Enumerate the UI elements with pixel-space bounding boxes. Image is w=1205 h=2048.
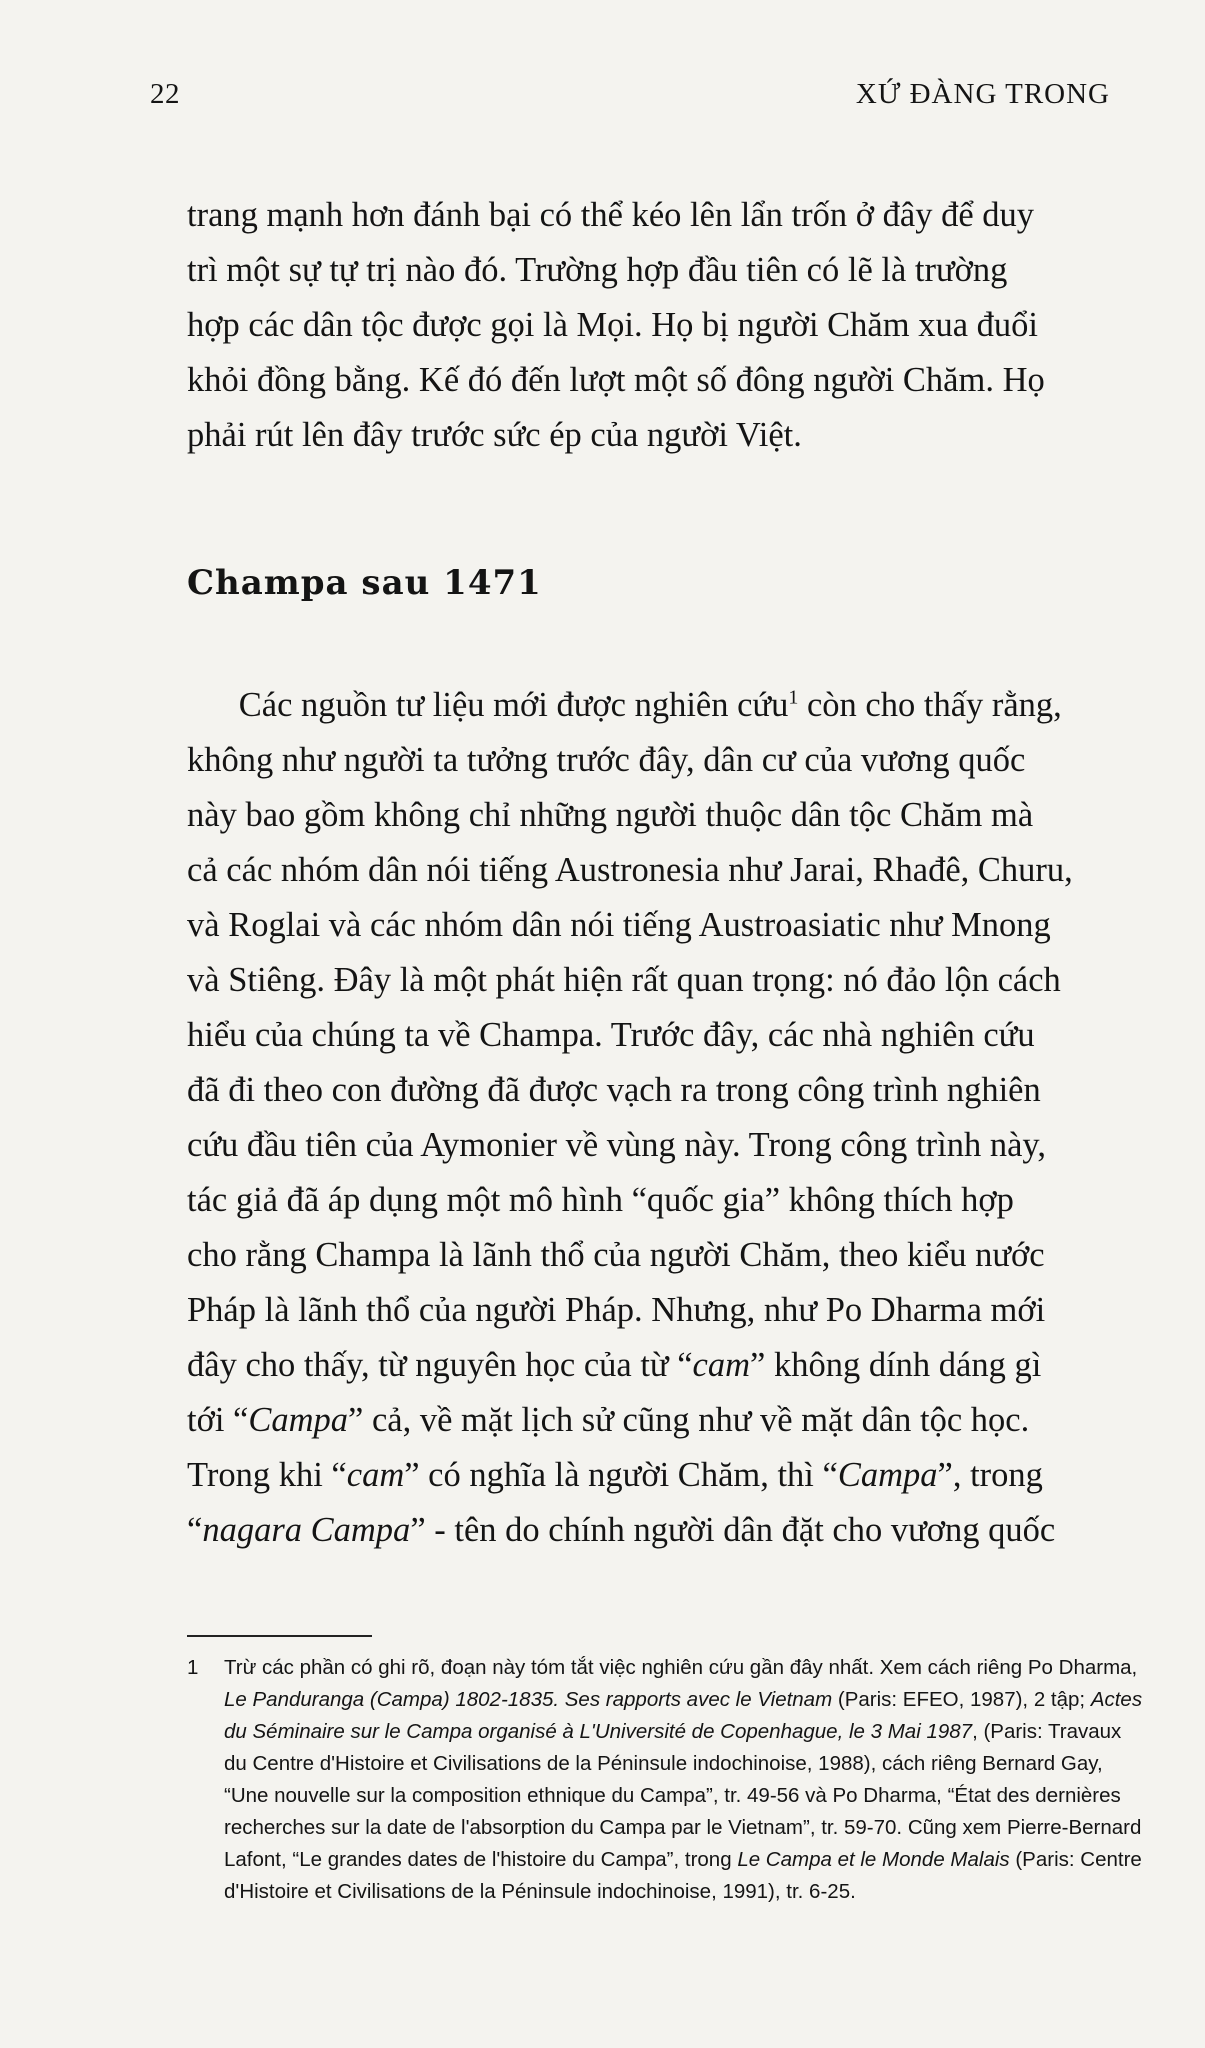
running-title: XỨ ĐÀNG TRONG xyxy=(855,78,1110,110)
paragraph-intro xyxy=(187,188,1122,463)
line-text: (Paris: EFEO, 1987), 2 tập; xyxy=(832,1688,1091,1711)
running-header xyxy=(150,78,1110,118)
text-line xyxy=(187,1393,1122,1448)
line-text: ” có nghĩa là người Chăm, thì “ xyxy=(404,1456,838,1494)
footnote-line xyxy=(224,1716,1132,1748)
footnote-text xyxy=(224,1652,1143,1908)
text-line xyxy=(187,1338,1122,1393)
footnote-line: d'Histoire et Civilisations de la Péninsule indochinoise, 1991), tr. 6-25. xyxy=(224,1880,856,1903)
text-line: Pháp là lãnh thổ của người Pháp. Nhưng, như Po Dharma mới xyxy=(187,1291,1046,1329)
italic-term: cam xyxy=(692,1346,751,1384)
line-text: ” không dính dáng gì xyxy=(750,1346,1042,1384)
text-line xyxy=(187,1448,1122,1503)
line-text: Các nguồn tư liệu mới được nghiên cứu xyxy=(238,686,789,724)
line-text: ” cả, về mặt lịch sử cũng như về mặt dân tộc học. xyxy=(348,1401,1030,1439)
text-line: tác giả đã áp dụng một mô hình “quốc gia” không thích hợp xyxy=(187,1181,1014,1219)
text-line xyxy=(187,678,1122,733)
line-text: ” - tên do chính người dân đặt cho vương quốc xyxy=(410,1511,1056,1549)
line-text: tới “ xyxy=(187,1401,249,1439)
text-line: này bao gồm không chỉ những người thuộc dân tộc Chăm mà xyxy=(187,796,1034,834)
text-line: phải rút lên đây trước sức ép của người Việt. xyxy=(187,416,802,454)
line-text: đây cho thấy, từ nguyên học của từ “ xyxy=(187,1346,693,1384)
italic-term: nagara Campa xyxy=(202,1511,411,1549)
footnote-line: du Centre d'Histoire et Civilisations de la Péninsule indochinoise, 1988), cách riêng Bernard Gay, xyxy=(224,1752,1103,1775)
footnote-line: “Une nouvelle sur la composition ethnique du Campa”, tr. 49-56 và Po Dharma, “État des dernières xyxy=(224,1784,1121,1807)
text-line: trì một sự tự trị nào đó. Trường hợp đầu tiên có lẽ là trường xyxy=(187,251,1008,289)
footnote-line: Trừ các phần có ghi rõ, đoạn này tóm tắt việc nghiên cứu gần đây nhất. Xem cách riêng Po Dharma, xyxy=(224,1656,1138,1679)
section-heading: Champa sau 1471 xyxy=(187,563,542,603)
italic-title: Le Campa et le Monde Malais xyxy=(737,1848,1010,1871)
italic-title: Actes xyxy=(1090,1688,1143,1711)
text-line: hợp các dân tộc được gọi là Mọi. Họ bị người Chăm xua đuổi xyxy=(187,306,1038,344)
paragraph-champa xyxy=(187,678,1122,1558)
page-number: 22 xyxy=(150,78,180,110)
text-line: hiểu của chúng ta về Champa. Trước đây, các nhà nghiên cứu xyxy=(187,1016,1035,1054)
text-line: và Roglai và các nhóm dân nói tiếng Austroasiatic như Mnong xyxy=(187,906,1051,944)
footnote-line xyxy=(224,1844,1142,1876)
text-line: khỏi đồng bằng. Kế đó đến lượt một số đông người Chăm. Họ xyxy=(187,361,1045,399)
italic-title: Le Panduranga (Campa) 1802-1835. Ses rapports avec le Vietnam xyxy=(224,1688,833,1711)
text-line xyxy=(187,1503,1122,1558)
line-text: ”, trong xyxy=(937,1456,1043,1494)
line-text: , (Paris: Travaux xyxy=(972,1720,1122,1743)
text-line: cứu đầu tiên của Aymonier về vùng này. Trong công trình này, xyxy=(187,1126,1047,1164)
text-line: và Stiêng. Đây là một phát hiện rất quan trọng: nó đảo lộn cách xyxy=(187,961,1061,999)
text-line: không như người ta tưởng trước đây, dân cư của vương quốc xyxy=(187,741,1026,779)
footnote-line xyxy=(224,1684,1143,1716)
line-text: Trong khi “ xyxy=(187,1456,347,1494)
line-text: còn cho thấy rằng, xyxy=(798,686,1062,724)
line-text: “ xyxy=(187,1511,203,1549)
italic-term: Campa xyxy=(248,1401,349,1439)
text-line: cho rằng Champa là lãnh thổ của người Chăm, theo kiểu nước xyxy=(187,1236,1045,1274)
line-text: Lafont, “Le grandes dates de l'histoire du Campa”, trong xyxy=(224,1848,738,1871)
footnote-number: 1 xyxy=(187,1656,199,1679)
footnote-reference: 1 xyxy=(788,686,799,709)
italic-term: cam xyxy=(346,1456,405,1494)
text-line: đã đi theo con đường đã được vạch ra trong công trình nghiên xyxy=(187,1071,1041,1109)
footnote-divider xyxy=(187,1635,372,1637)
italic-title: du Séminaire sur le Campa organisé à L'Université de Copenhague, le 3 Mai 1987 xyxy=(224,1720,973,1743)
footnote-line: recherches sur la date de l'absorption du Campa par le Vietnam”, tr. 59-70. Cũng xem Pierre-Bernard xyxy=(224,1816,1142,1839)
text-line: trang mạnh hơn đánh bại có thể kéo lên lẩn trốn ở đây để duy xyxy=(187,196,1035,234)
italic-term: Campa xyxy=(837,1456,938,1494)
line-text: (Paris: Centre xyxy=(1009,1848,1142,1871)
text-line: cả các nhóm dân nói tiếng Austronesia như Jarai, Rhađê, Churu, xyxy=(187,851,1073,889)
